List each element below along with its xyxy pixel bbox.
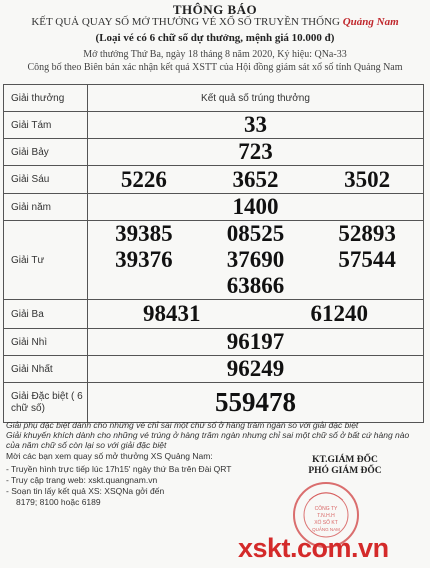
- winning-number: 96197: [88, 329, 424, 356]
- prize-label: Giải Ba: [4, 300, 88, 329]
- winning-number: 5226: [120, 166, 167, 192]
- svg-text:QUẢNG NAM: QUẢNG NAM: [312, 527, 340, 532]
- prize-row-8: [4, 112, 424, 139]
- winning-number: 63866: [226, 273, 285, 298]
- prize-row-2: [4, 329, 424, 356]
- rule-line: của năm chữ số còn lại so với giải đặc biệt: [6, 440, 167, 450]
- winning-numbers: [88, 221, 424, 300]
- info-line: - Soạn tin lấy kết quả XS: XSQNa gởi đến: [6, 486, 165, 496]
- winning-number: 39385: [115, 221, 173, 246]
- winning-number-special: 559478: [88, 383, 424, 423]
- prize-row-5: [4, 194, 424, 221]
- svg-text:T.N.H.H: T.N.H.H: [317, 513, 335, 519]
- winning-number: 61240: [310, 301, 368, 326]
- winning-number: 33: [88, 112, 424, 139]
- prize-label: Giải Bảy: [4, 139, 88, 166]
- winning-number: 57544: [338, 247, 396, 272]
- subtitle-text: KẾT QUẢ QUAY SỐ MỞ THƯỞNG VÉ XỔ SỐ TRUYỀN THỐNG: [31, 16, 340, 28]
- winning-numbers: [88, 166, 424, 194]
- info-line: 8179; 8100 hoặc 6189: [16, 497, 101, 507]
- signature-subtitle: PHÓ GIÁM ĐỐC: [308, 466, 382, 476]
- ticket-note: (Loại vé có 6 chữ số dự thưởng, mệnh giá 10.000 đ): [95, 32, 335, 44]
- winning-number: 3652: [232, 166, 279, 192]
- prize-label: Giải Tư: [4, 221, 88, 300]
- prize-label: Giải Nhì: [4, 329, 88, 356]
- winning-number: 37690: [226, 247, 285, 272]
- winning-number: 1400: [88, 194, 424, 221]
- info-title: Mời các bạn xem quay số mở thưởng XS Quảng Nam:: [6, 451, 213, 461]
- draw-info: Mở thưởng Thứ Ba, ngày 18 tháng 8 năm 2020, Ký hiệu: QNa-33: [83, 49, 347, 60]
- brand-name: Quảng Nam: [342, 16, 399, 28]
- winning-number: 96249: [88, 356, 424, 383]
- svg-text:CÔNG TY: CÔNG TY: [314, 506, 338, 512]
- col-result-header: Kết quả số trúng thưởng: [88, 85, 424, 112]
- signature-title: KT.GIÁM ĐỐC: [312, 455, 378, 465]
- sheet-subtitle: [0, 16, 430, 28]
- prize-row-4: [4, 221, 424, 300]
- rule-line: Giải khuyến khích dành cho những vé trúng ở hàng trăm ngàn nhưng chỉ sai một chữ số ở bất cứ hàng nào: [6, 430, 410, 440]
- winning-number: 723: [88, 139, 424, 166]
- rule-line: Giải phụ đặc biệt dành cho những vé chỉ sai một chữ số ở hàng trăm ngàn so với giải đặc biệt: [6, 420, 359, 430]
- prize-row-3: [4, 300, 424, 329]
- winning-number: 39376: [115, 247, 173, 272]
- announcement: Công bố theo Biên bản xác nhận kết quả XSTT của Hội đồng giám sát xổ số tỉnh Quảng Nam: [27, 62, 403, 73]
- prize-label: Giải năm: [4, 194, 88, 221]
- prize-label: Giải Nhất: [4, 356, 88, 383]
- sheet-title: THÔNG BÁO: [172, 2, 258, 17]
- prize-row-7: [4, 139, 424, 166]
- winning-number: 08525: [226, 221, 285, 246]
- prize-label: Giải Đặc biệt ( 6 chữ số): [4, 383, 88, 423]
- winning-numbers: [88, 300, 424, 329]
- prize-label: Giải Tám: [4, 112, 88, 139]
- prize-row-6: [4, 166, 424, 194]
- winning-number: 52893: [338, 221, 396, 246]
- svg-text:XỔ SỐ KT: XỔ SỐ KT: [314, 520, 338, 526]
- prize-label: Giải Sáu: [4, 166, 88, 194]
- watermark: xskt.com.vn: [238, 533, 389, 563]
- prize-row-special: [4, 383, 424, 423]
- info-line: - Truyền hình trực tiếp lúc 17h15' ngày thứ Ba trên Đài QRT: [6, 464, 232, 474]
- table-header-row: [4, 85, 424, 112]
- col-prize-header: Giải thưởng: [4, 85, 88, 112]
- info-line: - Truy cập trang web: xskt.quangnam.vn: [6, 475, 158, 485]
- prize-row-1: [4, 356, 424, 383]
- winning-number: 3502: [344, 166, 391, 192]
- results-table: [3, 84, 424, 423]
- winning-number: 98431: [143, 301, 201, 326]
